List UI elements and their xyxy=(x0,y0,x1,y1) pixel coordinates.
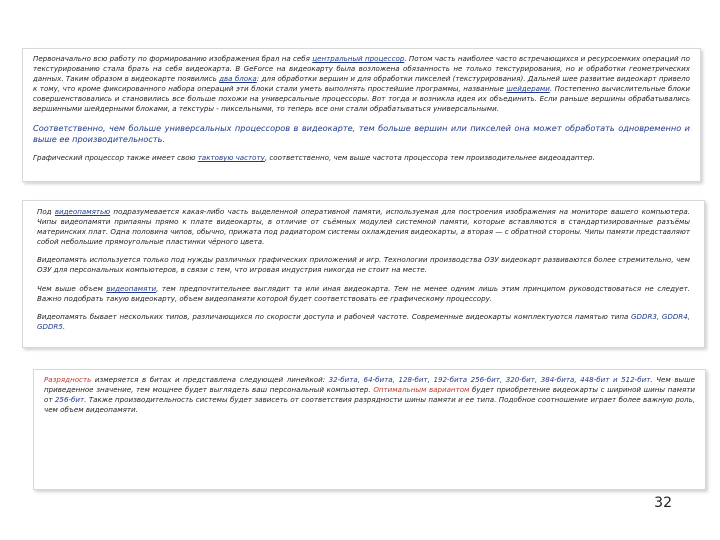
vram-text-block xyxy=(22,200,705,348)
gpu-paragraph-3: Графический процессор также имеет свою тактовую частоту, соответственно, чем выше частота процессора тем производительнее видеоадаптер. xyxy=(33,153,595,163)
gpu-paragraph-1: Первоначально всю работу по формированию изображения брал на себя центральный процессор. Потом часть наиболее часто встречающихся и ресурсоемких операций по текстурированию стала брать на себя видеокарта. В GeForce на видеокарту была возложена обязанность не только текстурирования, но и обработки геометрических данных. Таким образом в видеокарте появились два блока: для обработки вершин и для обработки пикселей (текстурирования). Дальней шее развитие видеокарт привело к тому, что кроме фиксированного набора операций эти блоки стали уметь выполнять простейшие программы, названные шейдерами. Постепенно вычислительные блоки совершенствовались и становились все больше похожи на универсальные процессоры. Вот тогда и возникла идея их объединить. Если раньше вершины обрабатывались вершинными шейдерными блоками, а текстуры - пиксельными, то теперь все они стали обрабатываться универсальными. xyxy=(33,54,690,114)
highlight-vram: видеопамятью xyxy=(54,207,111,216)
highlight-vram-2: видеопамяти xyxy=(106,283,157,293)
highlight-two-blocks: два блока xyxy=(219,74,257,84)
bus-paragraph-1: Разрядность измеряется в битах и представлена следующей линейкой: 32-бита, 64-бита, 128-бит, 192-бита 256-бит, 320-бит, 384-бита, 448-бит и 512-бит. Чем выше приведенное значение, тем мощнее будет выглядеть ваш персональный компьютер. Оптимальным вариантом будет приобретение видеокарты с шириной шины памяти от 256-бит. Также производительность системы будет зависеть от соответствия разрядности шины памяти и ее типа. Подобное соотношение играет более важную роль, чем объем видеопамяти. xyxy=(44,375,696,415)
vram-paragraph-4: Видеопамять бывает нескольких типов, различающихся по скорости доступа и рабочей частоте. Современные видеокарты комплектуются памятью типа GDDR3, GDDR4, GDDR5. xyxy=(37,311,690,331)
highlight-gddr: GDDR3, GDDR4, GDDR5 xyxy=(37,311,690,331)
gpu-text-block xyxy=(22,48,701,182)
vram-paragraph-2: Видеопамять используется только под нужды различных графических приложений и игр. Технологии производства ОЗУ видеокарт развиваются более стремительно, чем ОЗУ для персональных компьютеров, в связи с тем, что игровая индустрия никогда не стоит на месте. xyxy=(37,255,690,275)
vram-paragraph-1: Под видеопамятью подразумевается какая-либо часть выделенной оперативной памяти, используемая для построения изображения на мониторе вашего компьютера. Чипы видеопамяти припаяны прямо к плате видеокарты, в отличие от съёмных модулей системной памяти, которые вставляются в стандартизированные разъёмы материнских плат. Одна половина чипов, обычно, прижата под радиатором системы охлаждения видеокарты, а вторая — с обратной стороны. Чипы памяти представляют собой небольшие прямоугольные пластинки чёрного цвета. xyxy=(37,207,690,247)
gpu-paragraph-2: Соответственно, чем больше универсальных процессоров в видеокарте, тем больше вершин или пикселей она может обработать одновременно и выше ее производительность. xyxy=(33,122,690,144)
bus-width-text-block xyxy=(33,369,706,490)
highlight-256: 256-бит xyxy=(54,395,85,405)
vram-paragraph-3: Чем выше объем видеопамяти, тем предпочтительнее выглядит та или иная видеокарта. Тем не менее одним лишь этим принципом руководствоваться не следует. Важно подобрать такую видеокарту, объем видеопамяти которой будет соответствовать ее графическому процессору. xyxy=(37,283,690,303)
highlight-cpu: центральный процессор xyxy=(312,54,405,63)
highlight-clock: тактовую частоту xyxy=(197,153,265,163)
highlight-bus-width: Разрядность xyxy=(44,375,92,384)
bus-width-list: 32-бита, 64-бита, 128-бит, 192-бита 256-бит, 320-бит, 384-бита, 448-бит и 512-бит xyxy=(328,375,651,384)
highlight-optimal: Оптимальным вариантом xyxy=(373,385,470,395)
page-number: 32 xyxy=(654,495,672,511)
highlight-shaders: шейдерами xyxy=(506,84,550,94)
